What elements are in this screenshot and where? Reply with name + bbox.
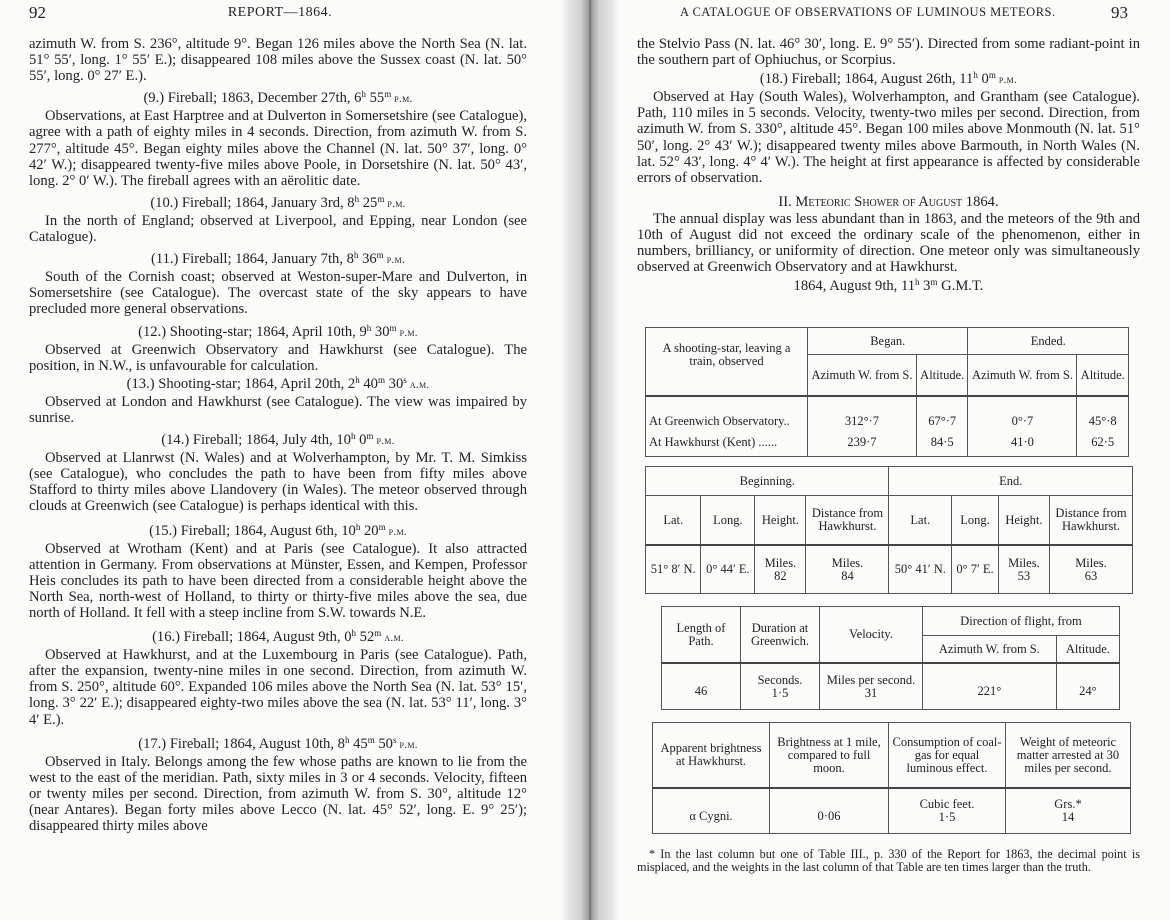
began-azimuth-header: Azimuth W. from S. [808, 355, 917, 397]
entry-heading-9: (9.) Fireball; 1863, December 27th, 6$^h$ 55$^m$ p.m. [143, 89, 413, 107]
lat-header: Lat. [889, 496, 952, 546]
table-rowhead: A shooting-star, leaving a train, observed [646, 328, 808, 397]
paragraph: Observed in Italy. Belongs among the few whose paths are known to lie from the west to the east of the meridian. Path, sixty miles in 3 or 4 seconds. Velocity, fifteen or twenty miles per second. Direction, from azimuth W. from S. 30°, altitude 12° (near Antares). Began forty miles above Lecco (N. lat. 45° 52′, long. E. 9° 25′); disappeared thirty miles above [29, 753, 527, 835]
flight-table [661, 606, 1120, 710]
entry-heading-15: (15.) Fireball; 1864, August 6th, 10$^h$ 20$^m$ p.m. [149, 521, 407, 539]
table-row-label: At Greenwich Observatory.. [646, 396, 808, 434]
paragraph: Observed at Llanrwst (N. Wales) and at Wolverhampton, by Mr. T. M. Simkiss (see Catalogue), who concludes the path to have been from fifty miles above Stafford to thirty miles above Llandovery (in Wales). The meteor observed through clouds at Greenwich (see Catalogue) is perhaps identical with this. [29, 450, 527, 515]
table-cell: 0° 44′ E. [701, 545, 755, 594]
lat-header: Lat. [646, 496, 701, 546]
paragraph: the Stelvio Pass (N. lat. 46° 30′, long. E. 9° 55′). Directed from some radiant-point in the southern part of Ophiuchus, or Scorpius. [637, 36, 1140, 69]
table-cell: 312°·7 [808, 396, 917, 434]
right-column [637, 36, 1140, 295]
entry-heading-11: (11.) Fireball; 1864, January 7th, 8$^h$ 36$^m$ p.m. [150, 250, 405, 268]
table-cell: 239·7 [808, 434, 917, 456]
table-cell: 50° 41′ N. [889, 545, 952, 594]
duration-header: Duration at Greenwich. [741, 607, 820, 664]
paragraph: Observed at Hay (South Wales), Wolverhampton, and Grantham (see Catalogue). Path, 110 miles in 5 seconds. Velocity, twenty-two miles per second. Direction, from azimuth W. from S. 330°, altitude 45°. Began 100 miles above Monmouth (N. lat. 51° 50′, long. 2° 43′ W.); disappeared twenty miles above Barmouth, in North Wales (N. lat. 52° 43′, long. 4° 4′ W.). The height at first appearance is affected by considerable errors of observation. [637, 89, 1140, 186]
table-cell: Miles. 63 [1050, 545, 1133, 594]
paragraph: Observed at Greenwich Observatory and Hawkhurst (see Catalogue). The position, in N.W., is unfavourable for calculation. [29, 341, 527, 374]
height-header: Height. [755, 496, 806, 546]
end-header: End. [889, 467, 1133, 496]
running-head: A CATALOGUE OF OBSERVATIONS OF LUMINOUS METEORS. [680, 5, 1056, 19]
velocity-header: Velocity. [820, 607, 923, 664]
ended-azimuth-header: Azimuth W. from S. [968, 355, 1077, 397]
long-header: Long. [952, 496, 999, 546]
table-cell: 24° [1056, 663, 1119, 710]
beginning-header: Beginning. [646, 467, 889, 496]
entry-heading-18: (18.) Fireball; 1864, August 26th, 11$^h$ 0$^m$ p.m. [759, 70, 1018, 88]
paragraph: azimuth W. from S. 236°, altitude 9°. Began 126 miles above the North Sea (N. lat. 51° 55′, long. 1° 55′ E.); disappeared 108 miles above the Sussex coast (N. lat. 50° 55′, long. 0° 27′ E.). [29, 36, 527, 85]
paragraph: In the north of England; observed at Liverpool, and Epping, near London (see Catalogue). [29, 212, 527, 246]
distance-header: Distance from Hawkhurst. [806, 496, 889, 546]
paragraph: South of the Cornish coast; observed at Weston-super-Mare and Dulverton, in Somersetshire (see Catalogue). The overcast state of the sky appears to have precluded more general observations. [29, 269, 527, 318]
apparent-brightness-header: Apparent brightness at Hawkhurst. [653, 723, 770, 789]
table-cell: Cubic feet. 1·5 [889, 788, 1006, 834]
paragraph: Observed at Wrotham (Kent) and at Paris (see Catalogue). It also attracted attention in Germany. From observations at Münster, Essen, and Kempen, Professor Heis concludes its path to have been directed from a considerable height above the North Sea, north-west of Holland, to thirty or thirty-five miles above the sea, due north of Holland. It fell with a steep incline from S.W. towards N.E. [29, 540, 527, 621]
paragraph: Observed at London and Hawkhurst (see Catalogue). The view was impaired by sunrise. [29, 393, 527, 426]
table-cell: Miles. 53 [998, 545, 1049, 594]
length-header: Length of Path. [662, 607, 741, 664]
table-cell: Miles per second. 31 [820, 663, 923, 710]
table-cell: 62·5 [1077, 434, 1129, 456]
height-header: Height. [998, 496, 1049, 546]
left-column [29, 36, 527, 834]
table-cell: Seconds. 1·5 [741, 663, 820, 710]
brightness-header: Brightness at 1 mile, compared to full moon. [770, 723, 889, 789]
began-altitude-header: Altitude. [916, 355, 968, 397]
entry-heading-12: (12.) Shooting-star; 1864, April 10th, 9$^h$ 30$^m$ p.m. [138, 322, 418, 340]
table-cell: 0°·7 [968, 396, 1077, 434]
paragraph: The annual display was less abundant than in 1863, and the meteors of the 9th and 10th of August did not exceed the ordinary scale of the phenomenon, either in numbers, brilliancy, or uniformity of direction. One meteor only was simultaneously observed at Greenwich Observatory and at Hawkhurst. [637, 210, 1140, 276]
table-cell: 41·0 [968, 434, 1077, 456]
brightness-table [652, 722, 1131, 834]
table-cell: 67°·7 [916, 396, 968, 434]
table-cell: 45°·8 [1077, 396, 1129, 434]
long-header: Long. [701, 496, 755, 546]
entry-heading-10: (10.) Fireball; 1864, January 3rd, 8$^h$ 25$^m$ p.m. [150, 193, 406, 211]
left-page [0, 0, 560, 920]
table-cell: 221° [923, 663, 1057, 710]
table-cell: 0° 7′ E. [952, 545, 999, 594]
footnote: * In the last column but one of Table III., p. 330 of the Report for 1863, the decimal point is misplaced, and the weights in the last column of that Table are ten times larger than the truth. [637, 847, 1140, 874]
table-caption: 1864, August 9th, 11$^h$ 3$^m$ G.M.T. [793, 277, 984, 295]
observation-table [645, 327, 1129, 457]
table-cell: α Cygni. [653, 788, 770, 834]
page-number: 92 [29, 3, 46, 22]
table-cell: Miles. 84 [806, 545, 889, 594]
table-row-label: At Hawkhurst (Kent) ...... [646, 434, 808, 456]
consumption-header: Consumption of coal-gas for equal luminous effect. [889, 723, 1006, 789]
running-head: REPORT—1864. [227, 5, 333, 20]
distance-header: Distance from Hawkhurst. [1050, 496, 1133, 546]
section-heading: II. Meteoric Shower of August 1864. [778, 193, 999, 210]
altitude-header: Altitude. [1056, 636, 1119, 664]
ended-header: Ended. [968, 328, 1129, 355]
began-header: Began. [808, 328, 968, 355]
table-cell: 46 [662, 663, 741, 710]
entry-heading-14: (14.) Fireball; 1864, July 4th, 10$^h$ 0$^m$ p.m. [161, 431, 395, 449]
paragraph: Observed at Hawkhurst, and at the Luxembourg in Paris (see Catalogue). Path, after the expansion, twenty-nine miles in one second. Direction, from azimuth W. from S. 250°, altitude 60°. Expanded 106 miles above the North Sea (N. lat. 53° 15′, long. 3° 22′ E.); disappeared eighty-two miles above the sea (N. lat. 53° 11′, long. 3° 4′ E.). [29, 647, 527, 728]
table-cell: 51° 8′ N. [646, 545, 701, 594]
right-page [620, 0, 1170, 920]
table-cell: 84·5 [916, 434, 968, 456]
table-cell: Grs.* 14 [1006, 788, 1131, 834]
entry-heading-16: (16.) Fireball; 1864, August 9th, 0$^h$ 52$^m$ a.m. [152, 628, 404, 646]
entry-heading-17: (17.) Fireball; 1864, August 10th, 8$^h$ 45$^m$ 50$^s$ p.m. [138, 734, 418, 752]
book-gutter [560, 0, 620, 920]
table-cell: Miles. 82 [755, 545, 806, 594]
ended-altitude-header: Altitude. [1077, 355, 1129, 397]
paragraph: Observations, at East Harptree and at Dulverton in Somersetshire (see Catalogue), agree with a path of eighty miles in 4 seconds. Direction, from azimuth W. from S. 277°, altitude 45°. Began eighty miles above the Channel (N. lat. 50° 37′, long. 0° 42′ W.); disappeared twenty-five miles above Poole, in Dorsetshire (N. lat. 50° 43′, long. 2° 0′ W.). The fireball agrees with an aërolitic date. [29, 108, 527, 189]
direction-header: Direction of flight, from [923, 607, 1120, 636]
azimuth-header: Azimuth W. from S. [923, 636, 1057, 664]
position-table [645, 466, 1133, 594]
page-number: 93 [1111, 3, 1128, 22]
table-cell: 0·06 [770, 788, 889, 834]
entry-heading-13: (13.) Shooting-star; 1864, April 20th, 2$^h$ 40$^m$ 30$^s$ a.m. [126, 374, 430, 392]
weight-header: Weight of meteoric matter arrested at 30 miles per second. [1006, 723, 1131, 789]
